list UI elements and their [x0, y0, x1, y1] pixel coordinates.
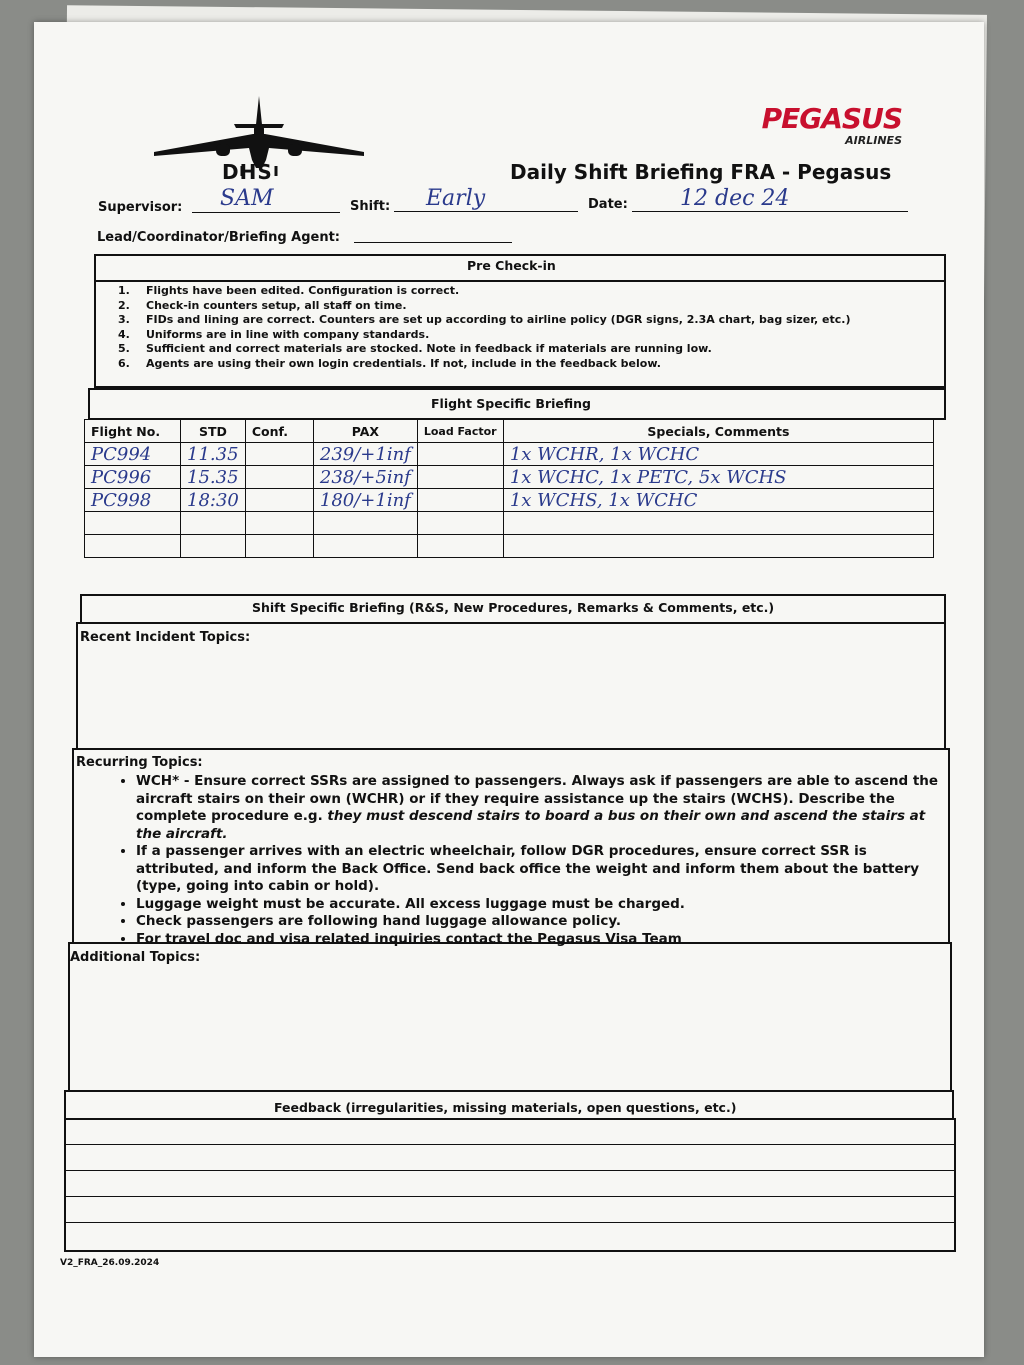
cell-specials[interactable]: [503, 535, 933, 558]
cell-std[interactable]: 18:30: [181, 489, 246, 512]
table-row: [85, 512, 934, 535]
cell-conf[interactable]: [245, 443, 313, 466]
cell-flight-no[interactable]: [85, 535, 181, 558]
table-row: [85, 466, 934, 489]
cell-conf[interactable]: [245, 512, 313, 535]
list-item: 1. Flights have been edited. Configuration is correct.: [118, 284, 460, 297]
col-flight-no: Flight No.: [85, 420, 181, 443]
cell-pax[interactable]: [313, 512, 417, 535]
additional-topics-label: Additional Topics:: [70, 950, 201, 965]
cell-conf[interactable]: [245, 466, 313, 489]
pre-checkin-list: [118, 284, 851, 372]
feedback-box[interactable]: [64, 1118, 956, 1252]
list-item: 5. Sufficient and correct materials are stocked. Note in feedback if materials are running low.: [118, 342, 712, 356]
col-specials: Specials, Comments: [503, 420, 933, 443]
cell-flight-no[interactable]: [85, 512, 181, 535]
shift-briefing-title: Shift Specific Briefing (R&S, New Procedures, Remarks & Comments, etc.): [252, 600, 775, 615]
cell-load-factor[interactable]: [417, 512, 503, 535]
feedback-title: Feedback (irregularities, missing materials, open questions, etc.): [274, 1100, 737, 1115]
briefing-form: [34, 22, 984, 1357]
list-item: 4. Uniforms are in line with company standards.: [118, 327, 430, 341]
cell-conf[interactable]: [245, 535, 313, 558]
pegasus-logo: [762, 104, 902, 147]
cell-pax[interactable]: [313, 535, 417, 558]
shift-value[interactable]: Early: [426, 186, 486, 211]
cell-load-factor[interactable]: [417, 466, 503, 489]
supervisor-label: Supervisor:: [98, 200, 183, 215]
list-item: 2. Check-in counters setup, all staff on time.: [118, 298, 407, 312]
shift-line: [394, 211, 578, 212]
cell-conf[interactable]: [245, 489, 313, 512]
lead-line[interactable]: [354, 242, 512, 243]
col-std: STD: [181, 420, 246, 443]
feedback-line: [66, 1144, 954, 1145]
feedback-line: [66, 1222, 954, 1223]
cell-flight-no[interactable]: PC996: [85, 466, 181, 489]
list-item: 3. FIDs and lining are correct. Counters are set up according to airline policy (DGR signs, 2.3A chart, bag sizer, etc.): [118, 313, 851, 327]
cell-specials[interactable]: [503, 512, 933, 535]
date-value[interactable]: 12 dec 24: [680, 186, 790, 211]
list-item: • Luggage weight must be accurate. All excess luggage must be charged.: [136, 896, 944, 914]
date-label: Date:: [588, 197, 628, 212]
date-line: [632, 211, 908, 212]
brand-sub: AIRLINES: [845, 134, 902, 147]
col-pax: PAX: [313, 420, 417, 443]
cell-specials[interactable]: 1x WCHR, 1x WCHC: [503, 443, 933, 466]
cell-pax[interactable]: 238/+5inf: [313, 466, 417, 489]
recurring-topics-list: [76, 771, 944, 948]
cell-pax[interactable]: 239/+1inf: [313, 443, 417, 466]
cell-std[interactable]: 15.35: [181, 466, 246, 489]
list-item: • If a passenger arrives with an electric wheelchair, follow DGR procedures, ensure correct SSR is attributed, and inform the Back Office. Send back office the weight and inform them about the battery (type, going into cabin or hold).: [136, 843, 944, 896]
cell-specials[interactable]: 1x WCHS, 1x WCHC: [503, 489, 933, 512]
feedback-line: [66, 1170, 954, 1171]
table-header-row: [85, 420, 934, 443]
col-load-factor: Load Factor: [417, 420, 503, 443]
brand-name: PEGASUS: [761, 102, 902, 135]
cell-std[interactable]: [181, 512, 246, 535]
table-row: [85, 535, 934, 558]
recent-incident-label: Recent Incident Topics:: [80, 630, 251, 645]
shift-label: Shift:: [350, 199, 391, 214]
table-row: [85, 489, 934, 512]
table-row: [85, 443, 934, 466]
flight-briefing-title: Flight Specific Briefing: [431, 396, 591, 411]
flight-table: [84, 419, 934, 558]
cell-flight-no[interactable]: PC998: [85, 489, 181, 512]
pre-checkin-title: Pre Check-in: [467, 258, 556, 273]
version-label: V2_FRA_26.09.2024: [60, 1258, 160, 1268]
list-item: • Check passengers are following hand luggage allowance policy.: [136, 913, 944, 931]
cell-load-factor[interactable]: [417, 535, 503, 558]
dhs-logo-text: DHS: [222, 160, 273, 184]
recurring-topics-label: Recurring Topics:: [76, 755, 203, 770]
list-item: • For travel doc and visa related inquiries contact the Pegasus Visa Team: [136, 931, 944, 949]
cell-pax[interactable]: 180/+1inf: [313, 489, 417, 512]
cell-std[interactable]: 11.35: [181, 443, 246, 466]
cell-load-factor[interactable]: [417, 443, 503, 466]
lead-label: Lead/Coordinator/Briefing Agent:: [97, 230, 341, 245]
page-title: Daily Shift Briefing FRA - Pegasus: [510, 160, 892, 184]
list-item: 6. Agents are using their own login credentials. If not, include in the feedback below.: [118, 356, 661, 370]
cell-flight-no[interactable]: PC994: [85, 443, 181, 466]
cell-specials[interactable]: 1x WCHC, 1x PETC, 5x WCHS: [503, 466, 933, 489]
col-conf: Conf.: [245, 420, 313, 443]
additional-topics-box[interactable]: [68, 942, 952, 1092]
supervisor-line: [192, 212, 340, 213]
list-item: • WCH* - Ensure correct SSRs are assigned to passengers. Always ask if passengers are able to ascend the aircraft stairs on their own (WCHR) or if they require assistance up the stairs (WCHS). Describe the complete procedure e.g. they must descend stairs to board a bus on their own and ascend the stairs at the aircraft.: [136, 773, 944, 843]
supervisor-value[interactable]: SAM: [220, 186, 274, 211]
feedback-line: [66, 1196, 954, 1197]
cell-std[interactable]: [181, 535, 246, 558]
cell-load-factor[interactable]: [417, 489, 503, 512]
